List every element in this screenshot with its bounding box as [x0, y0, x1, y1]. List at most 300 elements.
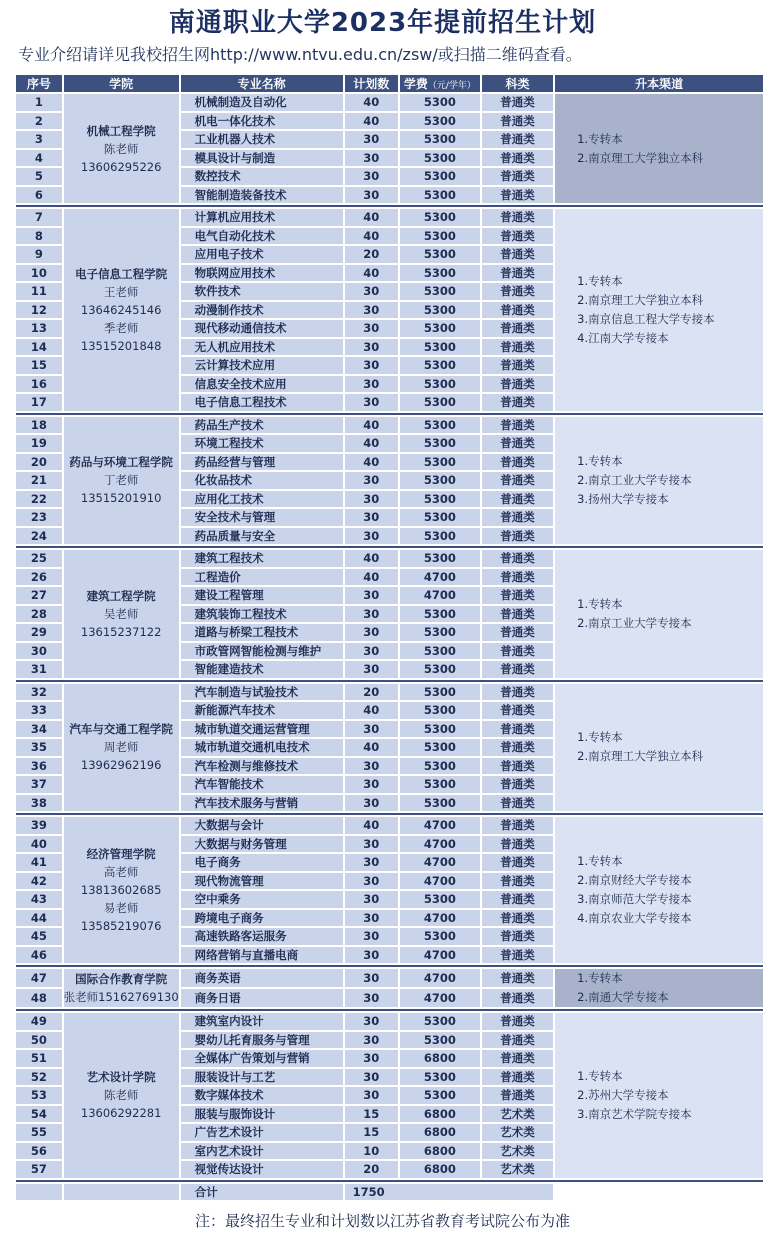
plan-count: 40	[345, 265, 398, 282]
table-row	[16, 969, 763, 987]
major-name: 药品经营与管理	[181, 454, 343, 471]
tuition-fee: 5300	[400, 394, 480, 411]
plan-count: 30	[345, 795, 398, 812]
upgrade-path-item: 2.南京理工大学独立本科	[577, 150, 704, 165]
category: 普通类	[482, 131, 553, 148]
college-contact: 13606292281	[80, 1106, 162, 1121]
major-name: 建筑工程技术	[181, 550, 343, 567]
major-name: 道路与桥梁工程技术	[181, 624, 343, 641]
category: 普通类	[482, 721, 553, 738]
tuition-fee: 5300	[400, 702, 480, 719]
college-cell	[64, 209, 179, 411]
row-number: 45	[16, 928, 62, 945]
upgrade-path-item: 1.专转本	[577, 971, 623, 985]
major-name: 无人机应用技术	[181, 339, 343, 356]
total-label: 合计	[181, 1184, 343, 1201]
category: 普通类	[482, 394, 553, 411]
college-name: 汽车与交通工程学院	[69, 722, 173, 737]
tuition-fee: 5300	[400, 357, 480, 374]
category: 普通类	[482, 928, 553, 945]
major-name: 软件技术	[181, 283, 343, 300]
group-separator-line	[16, 680, 763, 682]
plan-count: 40	[345, 228, 398, 245]
college-contact: 陈老师	[103, 141, 139, 156]
tuition-fee: 5300	[400, 246, 480, 263]
plan-count: 30	[345, 1069, 398, 1086]
plan-count: 30	[345, 528, 398, 545]
major-name: 大数据与会计	[181, 817, 343, 834]
upgrade-path-item: 3.扬州大学专接本	[577, 491, 669, 506]
major-name: 安全技术与管理	[181, 509, 343, 526]
plan-count: 30	[345, 1032, 398, 1049]
upgrade-path-item: 2.南京工业大学专接本	[577, 472, 692, 487]
category: 普通类	[482, 702, 553, 719]
row-number: 25	[16, 550, 62, 567]
row-number: 50	[16, 1032, 62, 1049]
table-body	[16, 94, 763, 1200]
row-number: 5	[16, 168, 62, 185]
row-number: 32	[16, 684, 62, 701]
category: 普通类	[482, 94, 553, 111]
row-number: 1	[16, 94, 62, 111]
major-name: 高速铁路客运服务	[181, 928, 343, 945]
category: 普通类	[482, 910, 553, 927]
tuition-fee: 5300	[400, 606, 480, 623]
tuition-fee: 5300	[400, 776, 480, 793]
plan-count: 30	[345, 606, 398, 623]
row-number: 3	[16, 131, 62, 148]
table-row	[16, 417, 763, 434]
group-separator	[16, 680, 763, 682]
upgrade-path-item: 2.南京工业大学专接本	[577, 615, 692, 630]
row-number: 34	[16, 721, 62, 738]
row-number: 38	[16, 795, 62, 812]
tuition-fee: 5300	[400, 265, 480, 282]
plan-count: 30	[345, 891, 398, 908]
tuition-fee: 5300	[400, 302, 480, 319]
row-number: 47	[16, 969, 62, 987]
group-separator	[16, 813, 763, 815]
category: 普通类	[482, 1050, 553, 1067]
tuition-fee: 5300	[400, 94, 480, 111]
category: 普通类	[482, 836, 553, 853]
tuition-fee: 6800	[400, 1143, 480, 1160]
major-name: 商务英语	[181, 969, 343, 987]
tuition-fee: 4700	[400, 569, 480, 586]
upgrade-path-item: 1.专转本	[577, 131, 623, 146]
category: 普通类	[482, 989, 553, 1007]
major-name: 云计算技术应用	[181, 357, 343, 374]
major-name: 广告艺术设计	[181, 1124, 343, 1141]
group-separator	[16, 413, 763, 415]
major-name: 工程造价	[181, 569, 343, 586]
header-category: 科类	[482, 75, 553, 92]
college-cell	[64, 969, 179, 1007]
category: 普通类	[482, 661, 553, 678]
plan-count: 40	[345, 94, 398, 111]
category: 普通类	[482, 854, 553, 871]
tuition-fee: 5300	[400, 795, 480, 812]
major-name: 网络营销与直播电商	[181, 947, 343, 964]
upgrade-path-item: 1.专转本	[577, 854, 623, 868]
plan-count: 30	[345, 1050, 398, 1067]
plan-count: 30	[345, 491, 398, 508]
upgrade-path-item: 2.苏州大学专接本	[577, 1087, 669, 1102]
upgrade-path-item: 1.专转本	[577, 596, 623, 611]
upgrade-path-item: 1.专转本	[577, 1068, 623, 1083]
row-number: 16	[16, 376, 62, 393]
plan-count: 30	[345, 836, 398, 853]
category: 普通类	[482, 472, 553, 489]
tuition-fee: 5300	[400, 928, 480, 945]
major-name: 数控技术	[181, 168, 343, 185]
category: 普通类	[482, 643, 553, 660]
college-contact: 高老师	[103, 865, 139, 879]
group-separator	[16, 205, 763, 207]
row-number: 49	[16, 1013, 62, 1030]
row-number: 55	[16, 1124, 62, 1141]
tuition-fee: 5300	[400, 1069, 480, 1086]
tuition-fee: 5300	[400, 339, 480, 356]
group-separator-line	[16, 413, 763, 415]
row-number: 30	[16, 643, 62, 660]
category: 普通类	[482, 435, 553, 452]
tuition-fee: 4700	[400, 989, 480, 1007]
row-number: 54	[16, 1106, 62, 1123]
row-number: 2	[16, 113, 62, 130]
category: 普通类	[482, 795, 553, 812]
row-number: 23	[16, 509, 62, 526]
tuition-fee: 6800	[400, 1106, 480, 1123]
category: 普通类	[482, 417, 553, 434]
row-number: 27	[16, 587, 62, 604]
college-contact: 易老师	[103, 901, 139, 915]
row-number: 12	[16, 302, 62, 319]
tuition-fee: 5300	[400, 643, 480, 660]
group-separator-line	[16, 1180, 763, 1182]
header-plan: 计划数	[345, 75, 398, 92]
major-name: 城市轨道交通运营管理	[181, 721, 343, 738]
category: 普通类	[482, 454, 553, 471]
major-name: 药品质量与安全	[181, 528, 343, 545]
major-name: 城市轨道交通机电技术	[181, 739, 343, 756]
category: 普通类	[482, 150, 553, 167]
category: 普通类	[482, 246, 553, 263]
major-name: 电子信息工程技术	[181, 394, 343, 411]
category: 艺术类	[482, 1143, 553, 1160]
tuition-fee: 5300	[400, 491, 480, 508]
tuition-fee: 5300	[400, 624, 480, 641]
row-number: 37	[16, 776, 62, 793]
plan-count: 40	[345, 454, 398, 471]
upgrade-path-item: 2.南京理工大学独立本科	[577, 749, 704, 764]
category: 普通类	[482, 569, 553, 586]
group-separator-line	[16, 205, 763, 207]
tuition-fee: 4700	[400, 969, 480, 987]
major-name: 计算机应用技术	[181, 209, 343, 226]
row-number: 41	[16, 854, 62, 871]
category: 普通类	[482, 1087, 553, 1104]
plan-count: 40	[345, 569, 398, 586]
plan-count: 30	[345, 320, 398, 337]
group-separator	[16, 1180, 763, 1182]
category: 普通类	[482, 587, 553, 604]
row-number: 26	[16, 569, 62, 586]
college-contact: 13962962196	[80, 758, 162, 773]
major-name: 化妆品技术	[181, 472, 343, 489]
college-name: 国际合作教育学院	[75, 972, 168, 986]
college-cell	[64, 817, 179, 963]
row-number: 28	[16, 606, 62, 623]
tuition-fee: 6800	[400, 1161, 480, 1178]
major-name: 跨境电子商务	[181, 910, 343, 927]
tuition-fee: 4700	[400, 587, 480, 604]
page-subtitle: 专业介绍请详见我校招生网http://www.ntvu.edu.cn/zsw/或扫描二维码查看。	[18, 45, 582, 64]
upgrade-path-cell	[555, 817, 763, 963]
row-number: 31	[16, 661, 62, 678]
plan-count: 15	[345, 1124, 398, 1141]
tuition-fee: 5300	[400, 1032, 480, 1049]
row-number: 17	[16, 394, 62, 411]
plan-count: 30	[345, 472, 398, 489]
category: 普通类	[482, 168, 553, 185]
group-separator	[16, 1009, 763, 1011]
plan-count: 40	[345, 417, 398, 434]
plan-count: 40	[345, 817, 398, 834]
major-name: 汽车检测与维修技术	[181, 758, 343, 775]
table-row	[16, 94, 763, 111]
college-contact: 13646245146	[80, 302, 162, 317]
row-number: 22	[16, 491, 62, 508]
table-row	[16, 550, 763, 567]
plan-count: 30	[345, 928, 398, 945]
college-contact: 王老师	[103, 284, 139, 299]
row-number: 11	[16, 283, 62, 300]
category: 普通类	[482, 302, 553, 319]
total-value: 1750	[345, 1184, 553, 1201]
college-contact: 13515201848	[80, 338, 162, 353]
plan-count: 30	[345, 302, 398, 319]
plan-count: 30	[345, 776, 398, 793]
upgrade-path-cell	[555, 417, 763, 545]
upgrade-path-cell	[555, 209, 763, 411]
total-empty-no	[16, 1184, 62, 1201]
plan-count: 30	[345, 643, 398, 660]
college-name: 建筑工程学院	[86, 588, 156, 603]
major-name: 新能源汽车技术	[181, 702, 343, 719]
row-number: 6	[16, 187, 62, 204]
upgrade-path-item: 2.南京理工大学独立本科	[577, 292, 704, 307]
upgrade-path-item: 2.南通大学专接本	[577, 990, 669, 1004]
college-contact: 陈老师	[103, 1088, 139, 1103]
upgrade-path-cell	[555, 550, 763, 678]
plan-count: 30	[345, 1013, 398, 1030]
row-number: 39	[16, 817, 62, 834]
category: 普通类	[482, 509, 553, 526]
group-separator-line	[16, 546, 763, 548]
plan-count: 20	[345, 1161, 398, 1178]
upgrade-path-item: 3.南京师范大学专接本	[577, 892, 692, 906]
plan-count: 30	[345, 283, 398, 300]
tuition-fee: 4700	[400, 910, 480, 927]
category: 普通类	[482, 606, 553, 623]
tuition-fee: 5300	[400, 209, 480, 226]
category: 普通类	[482, 339, 553, 356]
major-name: 建设工程管理	[181, 587, 343, 604]
category: 艺术类	[482, 1161, 553, 1178]
major-name: 动漫制作技术	[181, 302, 343, 319]
plan-count: 15	[345, 1106, 398, 1123]
college-contact: 13615237122	[80, 624, 162, 639]
row-number: 14	[16, 339, 62, 356]
tuition-fee: 5300	[400, 472, 480, 489]
category: 艺术类	[482, 1124, 553, 1141]
major-name: 模具设计与制造	[181, 150, 343, 167]
plan-count: 40	[345, 739, 398, 756]
row-number: 10	[16, 265, 62, 282]
tuition-fee: 6800	[400, 1050, 480, 1067]
upgrade-path-item: 1.专转本	[577, 273, 623, 288]
major-name: 电子商务	[181, 854, 343, 871]
row-number: 42	[16, 873, 62, 890]
table-header-row	[16, 75, 763, 92]
major-name: 服装设计与工艺	[181, 1069, 343, 1086]
major-name: 汽车技术服务与营销	[181, 795, 343, 812]
row-number: 19	[16, 435, 62, 452]
plan-count: 30	[345, 357, 398, 374]
tuition-fee: 4700	[400, 854, 480, 871]
category: 普通类	[482, 1032, 553, 1049]
tuition-fee: 5300	[400, 739, 480, 756]
category: 普通类	[482, 1069, 553, 1086]
plan-count: 30	[345, 376, 398, 393]
plan-count: 30	[345, 131, 398, 148]
major-name: 现代移动通信技术	[181, 320, 343, 337]
plan-count: 20	[345, 246, 398, 263]
row-number: 36	[16, 758, 62, 775]
major-name: 婴幼儿托育服务与管理	[181, 1032, 343, 1049]
major-name: 视觉传达设计	[181, 1161, 343, 1178]
upgrade-path-item: 1.专转本	[577, 453, 623, 468]
college-name: 机械工程学院	[86, 123, 156, 138]
plan-count: 40	[345, 550, 398, 567]
row-number: 15	[16, 357, 62, 374]
upgrade-path-cell	[555, 94, 763, 203]
tuition-fee: 4700	[400, 947, 480, 964]
upgrade-path-item: 4.南京农业大学专接本	[577, 911, 692, 925]
table-row	[16, 817, 763, 834]
category: 普通类	[482, 550, 553, 567]
tuition-fee: 5300	[400, 320, 480, 337]
tuition-fee: 5300	[400, 168, 480, 185]
plan-count: 30	[345, 910, 398, 927]
college-contact: 13585219076	[80, 919, 162, 933]
major-name: 应用化工技术	[181, 491, 343, 508]
table-row	[16, 684, 763, 701]
header-no: 序号	[16, 75, 62, 92]
plan-count: 30	[345, 509, 398, 526]
major-name: 大数据与财务管理	[181, 836, 343, 853]
row-number: 35	[16, 739, 62, 756]
header-fee	[400, 75, 480, 92]
tuition-fee: 5300	[400, 550, 480, 567]
plan-count: 30	[345, 661, 398, 678]
row-number: 53	[16, 1087, 62, 1104]
tuition-fee: 6800	[400, 1124, 480, 1141]
plan-count: 40	[345, 435, 398, 452]
major-name: 环境工程技术	[181, 435, 343, 452]
row-number: 13	[16, 320, 62, 337]
header-fee-label: 学费	[403, 77, 428, 91]
tuition-fee: 5300	[400, 376, 480, 393]
college-name: 艺术设计学院	[86, 1070, 156, 1085]
category: 普通类	[482, 817, 553, 834]
tuition-fee: 4700	[400, 836, 480, 853]
college-name: 电子信息工程学院	[75, 266, 168, 281]
category: 普通类	[482, 283, 553, 300]
category: 普通类	[482, 624, 553, 641]
category: 普通类	[482, 758, 553, 775]
group-separator	[16, 965, 763, 967]
upgrade-path-cell	[555, 969, 763, 1007]
college-contact: 季老师	[103, 320, 139, 335]
group-separator-line	[16, 813, 763, 815]
category: 普通类	[482, 376, 553, 393]
category: 普通类	[482, 684, 553, 701]
plan-count: 30	[345, 394, 398, 411]
tuition-fee: 5300	[400, 721, 480, 738]
major-name: 服装与服饰设计	[181, 1106, 343, 1123]
upgrade-path-item: 2.南京财经大学专接本	[577, 873, 692, 887]
plan-count: 10	[345, 1143, 398, 1160]
row-number: 48	[16, 989, 62, 1007]
table-row	[16, 209, 763, 226]
college-contact: 周老师	[103, 740, 139, 755]
header-fee-unit: （元/学年）	[427, 81, 476, 91]
row-number: 33	[16, 702, 62, 719]
total-empty-path	[555, 1184, 763, 1201]
major-name: 信息安全技术应用	[181, 376, 343, 393]
category: 普通类	[482, 528, 553, 545]
enrollment-table	[14, 73, 765, 1202]
row-number: 21	[16, 472, 62, 489]
tuition-fee: 5300	[400, 509, 480, 526]
tuition-fee: 4700	[400, 873, 480, 890]
upgrade-path-item: 3.南京艺术学院专接本	[577, 1106, 692, 1121]
major-name: 应用电子技术	[181, 246, 343, 263]
upgrade-path-item: 1.专转本	[577, 730, 623, 745]
category: 普通类	[482, 209, 553, 226]
major-name: 智能建造技术	[181, 661, 343, 678]
plan-count: 30	[345, 969, 398, 987]
row-number: 24	[16, 528, 62, 545]
category: 普通类	[482, 113, 553, 130]
plan-count: 30	[345, 339, 398, 356]
college-cell	[64, 94, 179, 203]
row-number: 8	[16, 228, 62, 245]
group-separator	[16, 546, 763, 548]
category: 普通类	[482, 265, 553, 282]
plan-count: 30	[345, 873, 398, 890]
college-contact: 吴老师	[103, 606, 139, 621]
row-number: 4	[16, 150, 62, 167]
college-contact: 13813602685	[80, 883, 162, 897]
row-number: 40	[16, 836, 62, 853]
category: 普通类	[482, 891, 553, 908]
major-name: 现代物流管理	[181, 873, 343, 890]
page-title: 南通职业大学2023年提前招生计划	[168, 8, 597, 38]
major-name: 机械制造及自动化	[181, 94, 343, 111]
